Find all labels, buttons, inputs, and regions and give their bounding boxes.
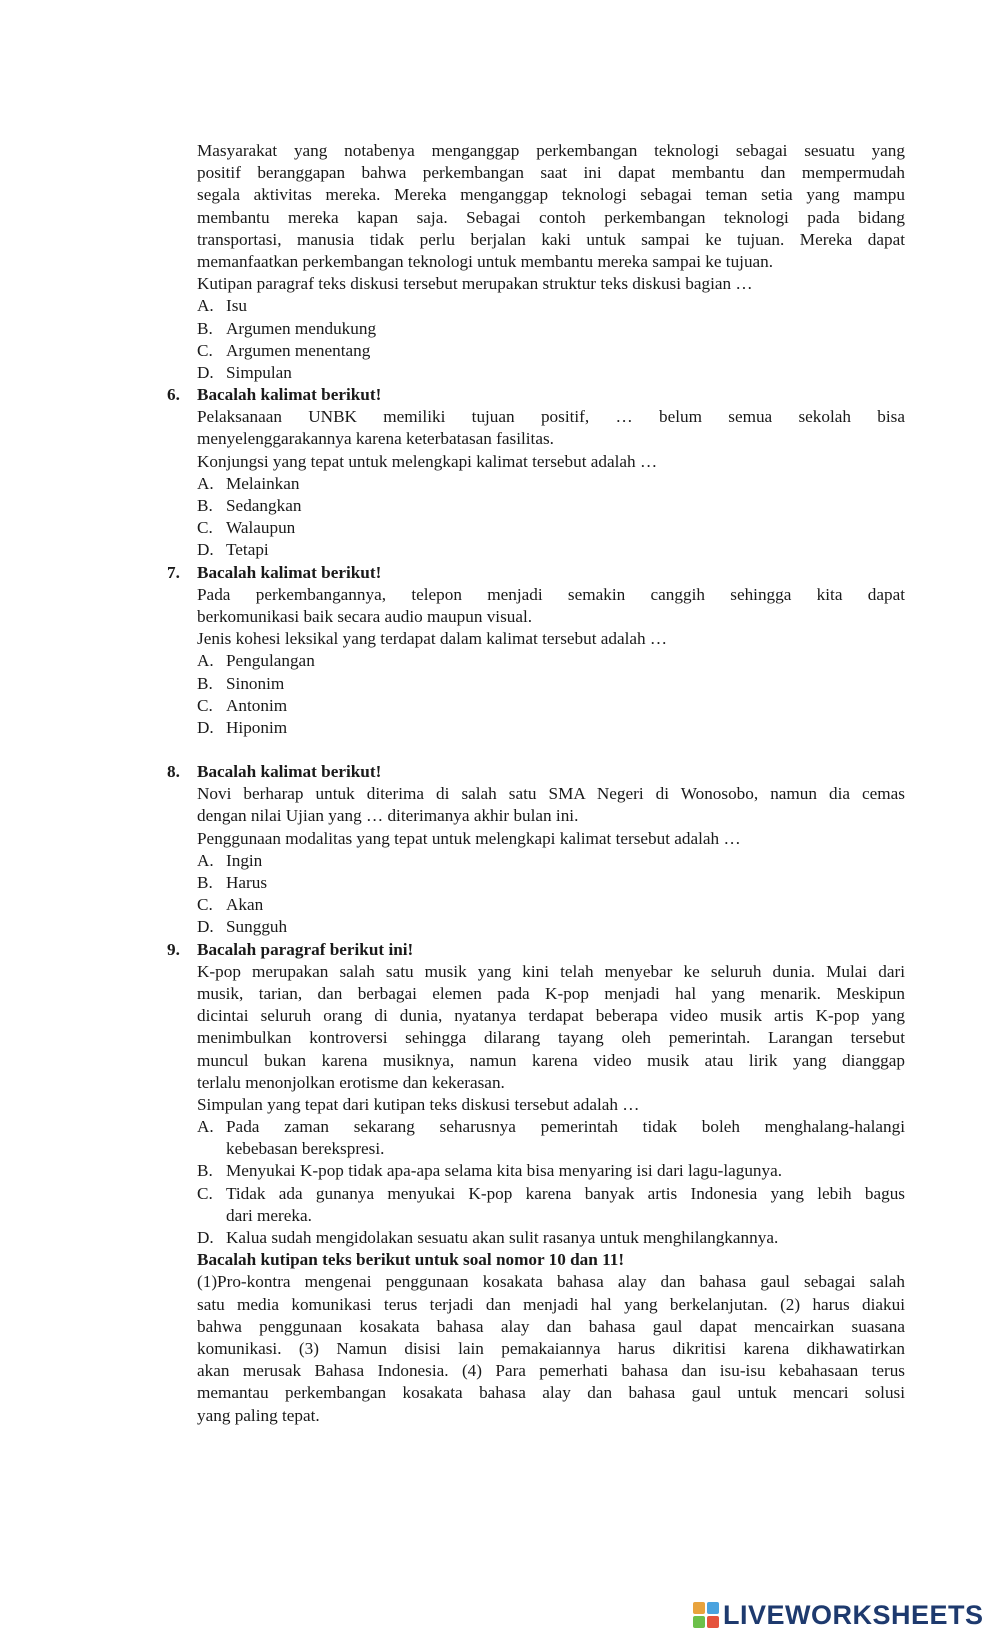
option-text: Antonim [226, 695, 288, 715]
option-text: Melainkan [226, 473, 300, 493]
option-a[interactable] [197, 650, 905, 672]
spacer [0, 739, 1000, 761]
option-letter: A. [197, 651, 214, 671]
option-letter: B. [197, 496, 213, 515]
option-letter: C. [197, 695, 213, 715]
option-letter: D. [197, 917, 214, 937]
option-text: Argumen menentang [226, 340, 371, 360]
option-text: Menyukai K-pop tidak apa-apa selama kita bisa menyaring isi dari lagu-lagunya. [226, 1161, 783, 1181]
option-text: Walaupun [226, 518, 296, 538]
option-text: Sedangkan [226, 496, 302, 515]
question-6 [0, 384, 1000, 562]
option-b[interactable] [197, 495, 905, 517]
intro-paragraph [0, 140, 1000, 273]
passage-line: berkomunikasi baik secara audio maupun visual. [197, 606, 533, 626]
question-heading: Bacalah kalimat berikut! [197, 385, 382, 405]
question-prompt: Konjungsi yang tepat untuk melengkapi kalimat tersebut adalah … [197, 451, 658, 471]
option-text: Isu [226, 296, 248, 316]
passage-line: satu media komunikasi terus terjadi dan menjadi hal yang berkelanjutan. (2) harus diakui [197, 1294, 905, 1314]
passage-line: K-pop merupakan salah satu musik yang kini telah menyebar ke seluruh dunia. Mulai dari [197, 961, 905, 981]
passage-line: muncul bukan karena musiknya, namun karena video musik atau lirik yang dianggap [197, 1050, 905, 1070]
question-number: 7. [167, 562, 180, 582]
passage-line: yang paling tepat. [197, 1405, 320, 1425]
option-text: Sungguh [226, 917, 288, 937]
question-prompt: Simpulan yang tepat dari kutipan teks diskusi tersebut adalah … [197, 1094, 640, 1114]
option-letter: D. [197, 362, 214, 382]
passage-line: menyelenggarakannya karena keterbatasan fasilitas. [197, 429, 554, 449]
paragraph-line: memanfaatkan perkembangan teknologi untuk membantu mereka sampai ke tujuan. [197, 251, 774, 271]
liveworksheets-logo [693, 1597, 993, 1633]
option-c[interactable] [197, 340, 905, 362]
option-text: kebebasan berekspresi. [226, 1139, 385, 1159]
option-d[interactable] [197, 1227, 905, 1249]
option-c[interactable] [197, 1183, 905, 1227]
option-d[interactable] [197, 916, 905, 938]
passage-line: Novi berharap untuk diterima di salah satu SMA Negeri di Wonosobo, namun dia cemas [197, 784, 905, 804]
option-letter: A. [197, 473, 214, 493]
option-d[interactable] [197, 717, 905, 739]
paragraph-line: membantu mereka kapan saja. Sebagai contoh perkembangan teknologi pada bidang [197, 207, 905, 227]
option-letter: A. [197, 296, 214, 316]
option-d[interactable] [197, 539, 905, 561]
option-d[interactable] [197, 362, 905, 384]
question-number: 6. [167, 385, 180, 405]
question-prompt: Kutipan paragraf teks diskusi tersebut merupakan struktur teks diskusi bagian … [197, 274, 753, 294]
brand-name: LIVEWORKSHEETS [723, 1599, 984, 1630]
passage-line: dengan nilai Ujian yang … diterimanya akhir bulan ini. [197, 806, 579, 826]
option-c[interactable] [197, 517, 905, 539]
option-b[interactable] [197, 318, 905, 340]
liveworksheets-icon [693, 1602, 719, 1628]
passage-line: musik, tarian, dan berbagai elemen pada K-pop menjadi hal yang menarik. Meskipun [197, 983, 905, 1003]
passage-line: komunikasi. (3) Namun disisi lain pemakaiannya harus dikritisi karena dikhawatirkan [197, 1338, 905, 1358]
option-text: Kalua sudah mengidolakan sesuatu akan sulit rasanya untuk menghilangkannya. [226, 1228, 779, 1247]
option-letter: D. [197, 717, 214, 737]
option-text: Ingin [226, 850, 263, 870]
option-c[interactable] [197, 894, 905, 916]
option-text: Harus [226, 873, 268, 892]
option-letter: B. [197, 318, 213, 338]
paragraph-line: segala aktivitas mereka. Mereka menganggap teknologi sebagai teman setia yang mampu [197, 185, 905, 205]
question-5 [0, 273, 1000, 384]
option-letter: B. [197, 873, 213, 892]
option-letter: B. [197, 1161, 213, 1181]
question-9 [0, 939, 1000, 1250]
option-text: Argumen mendukung [226, 318, 377, 338]
section-10-11 [0, 1249, 1000, 1427]
passage-line: akan merusak Bahasa Indonesia. (4) Para pemerhati bahasa dan isu-isu kebahasaan terus [197, 1361, 905, 1381]
question-8 [0, 761, 1000, 939]
option-text: Simpulan [226, 362, 292, 382]
option-c[interactable] [197, 695, 905, 717]
question-number: 9. [167, 939, 180, 959]
passage-line: Pada perkembangannya, telepon menjadi semakin canggih sehingga kita dapat [197, 584, 905, 604]
option-letter: B. [197, 673, 213, 693]
passage-line: Pelaksanaan UNBK memiliki tujuan positif, … belum semua sekolah bisa [197, 407, 905, 427]
paragraph-line: transportasi, manusia tidak perlu berjalan kaki untuk sampai ke tujuan. Mereka dapat [197, 229, 905, 249]
passage-line: (1)Pro-kontra mengenai penggunaan kosakata bahasa alay dan bahasa gaul sebagai salah [197, 1272, 905, 1292]
option-letter: C. [197, 340, 213, 360]
question-heading: Bacalah paragraf berikut ini! [197, 939, 414, 959]
option-a[interactable] [197, 1116, 905, 1160]
option-letter: D. [197, 1228, 214, 1247]
section-heading: Bacalah kutipan teks berikut untuk soal nomor 10 dan 11! [197, 1250, 625, 1270]
option-text: Tetapi [226, 540, 269, 560]
paragraph-line: positif beranggapan bahwa perkembangan saat ini dapat membantu dan mempermudah [197, 163, 905, 183]
question-heading: Bacalah kalimat berikut! [197, 762, 382, 782]
option-text: Pengulangan [226, 651, 315, 671]
option-text: Akan [226, 895, 264, 915]
option-letter: D. [197, 540, 214, 560]
option-b[interactable] [197, 872, 905, 894]
passage-line: menimbulkan kontroversi sehingga dilarang tayang oleh pemerintah. Larangan tersebut [197, 1028, 905, 1048]
option-a[interactable] [197, 473, 905, 495]
question-prompt: Penggunaan modalitas yang tepat untuk melengkapi kalimat tersebut adalah … [197, 828, 741, 848]
option-b[interactable] [197, 1160, 905, 1182]
question-heading: Bacalah kalimat berikut! [197, 562, 382, 582]
option-text: Sinonim [226, 673, 285, 693]
option-a[interactable] [197, 295, 905, 317]
option-letter: A. [197, 1117, 214, 1137]
option-text: Pada zaman sekarang seharusnya pemerintah tidak boleh menghalang-halangi [226, 1117, 905, 1137]
question-number: 8. [167, 762, 180, 782]
passage-line: dicintai seluruh orang di dunia, nyatanya terdapat beberapa video musik artis K-pop yang [197, 1006, 905, 1026]
question-prompt: Jenis kohesi leksikal yang terdapat dalam kalimat tersebut adalah … [197, 629, 668, 649]
paragraph-line: Masyarakat yang notabenya menganggap perkembangan teknologi sebagai sesuatu yang [197, 141, 905, 160]
option-b[interactable] [197, 673, 905, 695]
option-letter: A. [197, 850, 214, 870]
passage-line: bahwa penggunaan kosakata bahasa alay dan bahasa gaul dapat mencairkan suasana [197, 1316, 905, 1336]
option-a[interactable] [197, 850, 905, 872]
passage-line: terlalu menonjolkan erotisme dan kekerasan. [197, 1072, 505, 1092]
worksheet-page [0, 140, 1000, 1427]
option-text: Hiponim [226, 717, 288, 737]
option-letter: C. [197, 518, 213, 538]
option-text: dari mereka. [226, 1205, 312, 1225]
option-letter: C. [197, 895, 213, 915]
question-7 [0, 562, 1000, 740]
passage-line: memantau perkembangan kosakata bahasa alay dan bahasa gaul untuk mencari solusi [197, 1383, 905, 1403]
option-text: Tidak ada gunanya menyukai K-pop karena banyak artis Indonesia yang lebih bagus [226, 1183, 905, 1203]
option-letter: C. [197, 1183, 213, 1203]
